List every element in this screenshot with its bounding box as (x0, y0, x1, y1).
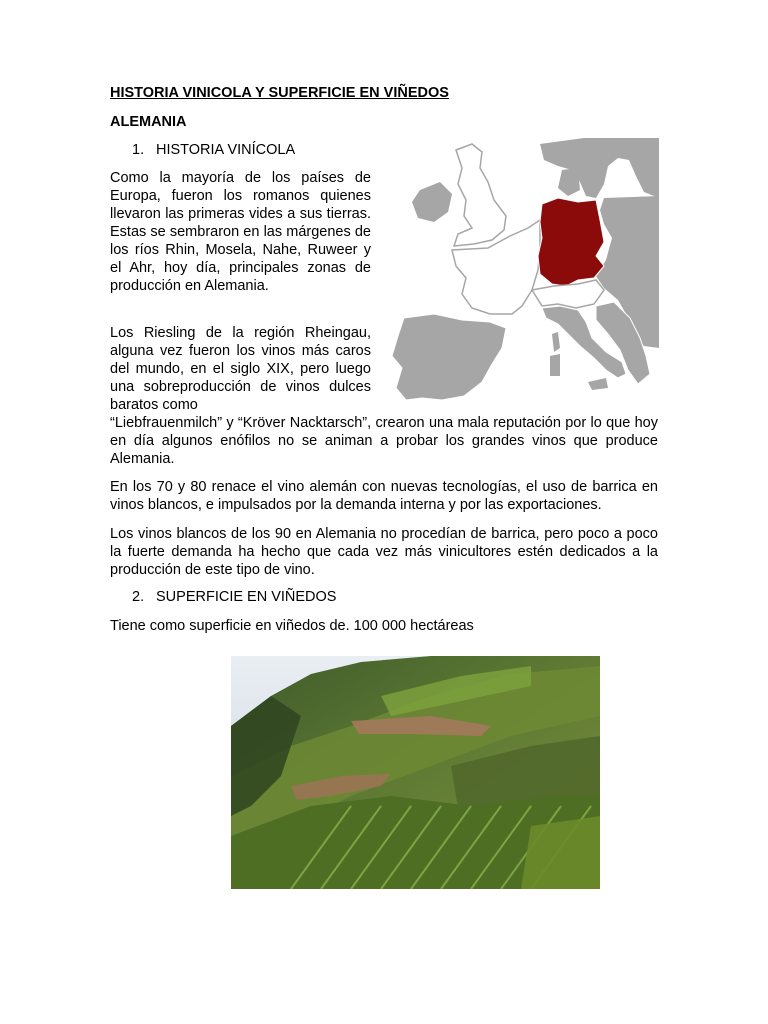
vineyard-photo (231, 656, 600, 889)
document-title: HISTORIA VINICOLA Y SUPERFICIE EN VIÑEDOS (110, 85, 449, 101)
section-label: SUPERFICIE EN VIÑEDOS (156, 589, 337, 605)
section-number: 1. (132, 142, 145, 158)
paragraph-surface: Tiene como superficie en viñedos de. 100 000 hectáreas (110, 618, 474, 634)
country-heading: ALEMANIA (110, 114, 187, 130)
paragraph-nineties: Los vinos blancos de los 90 en Alemania no procedían de barrica, pero poco a poco la fuerte demanda ha hecho que cada vez más vinicultores estén dedicados a la producción de este tipo de vino. (110, 526, 658, 578)
paragraph-origins: Como la mayoría de los países de Europa, fueron los romanos quienes llevaron las primeras vides a sus tierras. Estas se sembraron en las márgenes de los ríos Rhin, Mosela, Nahe, Ruweer y el Ahr, hoy día, principales zonas de producción en Alemania. (110, 170, 371, 294)
section-number: 2. (132, 589, 145, 605)
paragraph-renaissance: En los 70 y 80 renace el vino alemán con nuevas tecnologías, el uso de barrica en vinos blancos, e impulsados por la demanda interna y por las exportaciones. (110, 479, 658, 513)
section-heading-superficie (132, 589, 336, 605)
europe-map-image (382, 138, 659, 415)
section-label: HISTORIA VINÍCOLA (156, 142, 296, 158)
paragraph-riesling-part2: “Liebfrauenmilch” y “Kröver Nacktarsch”, crearon una mala reputación por lo que hoy en día algunos enófilos no se animan a probar los grandes vinos que produce Alemania. (110, 415, 658, 467)
section-heading-historia (132, 142, 295, 158)
paragraph-riesling-part1: Los Riesling de la región Rheingau, alguna vez fueron los vinos más caros del mundo, en el siglo XIX, pero luego una sobreproducción de vinos dulces baratos como (110, 325, 371, 413)
